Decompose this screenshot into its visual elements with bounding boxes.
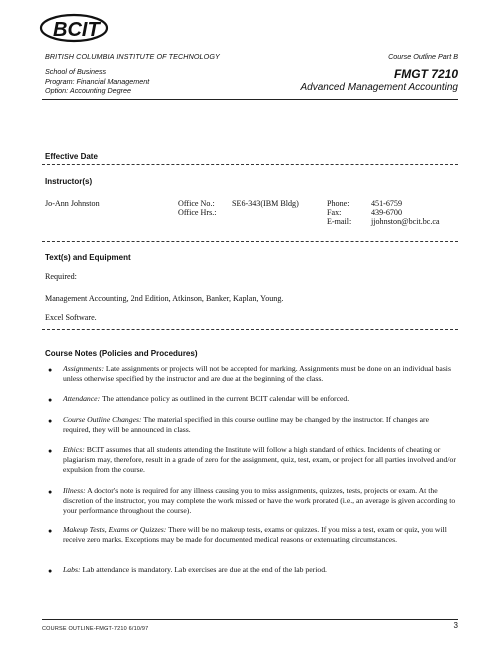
course-code: FMGT 7210: [393, 67, 458, 81]
note-label: Makeup Tests, Exams or Quizzes:: [63, 525, 167, 534]
logo-text: BCIT: [53, 19, 100, 41]
list-item: [63, 445, 456, 474]
list-item: [63, 525, 456, 545]
email-link[interactable]: jjohnston@bcit.bc.ca: [371, 217, 440, 226]
bullet: ●: [48, 567, 53, 575]
phone-label: Phone:: [327, 199, 350, 208]
program-info: [45, 67, 149, 96]
bullet: ●: [48, 366, 53, 374]
list-item: [63, 486, 456, 515]
note-text: The material specified in this course outline may be changed by the instructor. If changes are required, they will be announced in class.: [63, 415, 430, 434]
instructors-heading: Instructor(s): [45, 177, 93, 186]
list-item: [63, 394, 456, 404]
list-item: [63, 415, 456, 435]
option-name: Option: Accounting Degree: [45, 86, 132, 96]
note-text: The attendance policy as outlined in the current BCIT calendar will be enforced.: [101, 394, 350, 403]
institute-name: BRITISH COLUMBIA INSTITUTE OF TECHNOLOGY: [45, 52, 220, 61]
part-label: Course Outline Part B: [388, 52, 458, 61]
program-name: Program: Financial Management: [45, 76, 150, 86]
email-label: E-mail:: [327, 217, 352, 226]
section-divider: [42, 164, 458, 165]
course-title: Advanced Management Accounting: [300, 82, 458, 93]
textbook: Management Accounting, 2nd Edition, Atkinson, Banker, Kaplan, Young.: [45, 294, 284, 303]
fax: 439-6700: [371, 208, 403, 217]
bullet: ●: [48, 417, 53, 425]
phone: 451-6759: [371, 199, 403, 208]
note-label: Ethics:: [63, 445, 85, 454]
bullet: ●: [48, 488, 53, 496]
note-text: Lab attendance is mandatory. Lab exercises are due at the end of the lab period.: [82, 565, 327, 574]
note-label: Assignments:: [63, 364, 104, 373]
notes-heading: Course Notes (Policies and Procedures): [45, 349, 198, 358]
note-text: BCIT assumes that all students attending the Institute will follow a high standard of ethics. Incidents of cheating or plagiarism may, therefore, result in a grade of zero for the assignment, quiz, test, exam, or project for all parties involved and/or expulsion from the course.: [63, 445, 456, 474]
office-no: SE6-343(IBM Bldg): [232, 199, 299, 208]
list-item: [63, 565, 456, 575]
header-divider: [42, 99, 458, 100]
bcit-logo: [34, 8, 110, 52]
note-label: Course Outline Changes:: [63, 415, 142, 424]
bullet: ●: [48, 447, 53, 455]
school-name: School of Business: [45, 67, 107, 76]
texts-heading: Text(s) and Equipment: [45, 253, 131, 262]
instructor-name: Jo-Ann Johnston: [45, 199, 100, 208]
page-number: 3: [453, 621, 458, 630]
footer-file: COURSE OUTLINE-FMGT-7210 6/10/97: [42, 626, 149, 632]
note-label: Attendance:: [63, 394, 101, 403]
note-text: There will be no makeup tests, exams or quizzes. If you miss a test, exam or quiz, you will receive zero marks. Exceptions may be made for documented medical reasons or extenuating circumstances.: [63, 525, 447, 544]
footer-divider: [42, 619, 458, 620]
section-divider: [42, 241, 458, 242]
bullet: ●: [48, 396, 53, 404]
note-text: Late assignments or projects will not be accepted for marking. Assignments must be done on an individual basis unless otherwise specified by the instructor and are due at the beginning of the class.: [63, 364, 451, 383]
note-text: A doctor's note is required for any illness causing you to miss assignments, quizzes, tests, projects or exam. At the discretion of the instructor, you may complete the work missed or have the work prorated (i.e., an average is given according to your performance throughout the course).: [63, 486, 456, 515]
list-item: [63, 364, 456, 384]
effective-date-heading: Effective Date: [45, 152, 98, 161]
section-divider: [42, 329, 458, 330]
software: Excel Software.: [45, 313, 97, 322]
note-label: Labs:: [63, 565, 81, 574]
required-label: Required:: [45, 272, 77, 281]
bullet: ●: [48, 527, 53, 535]
note-label: Illness:: [63, 486, 86, 495]
fax-label: Fax:: [327, 208, 342, 217]
office-hrs-label: Office Hrs.:: [178, 208, 217, 217]
office-no-label: Office No.:: [178, 199, 215, 208]
